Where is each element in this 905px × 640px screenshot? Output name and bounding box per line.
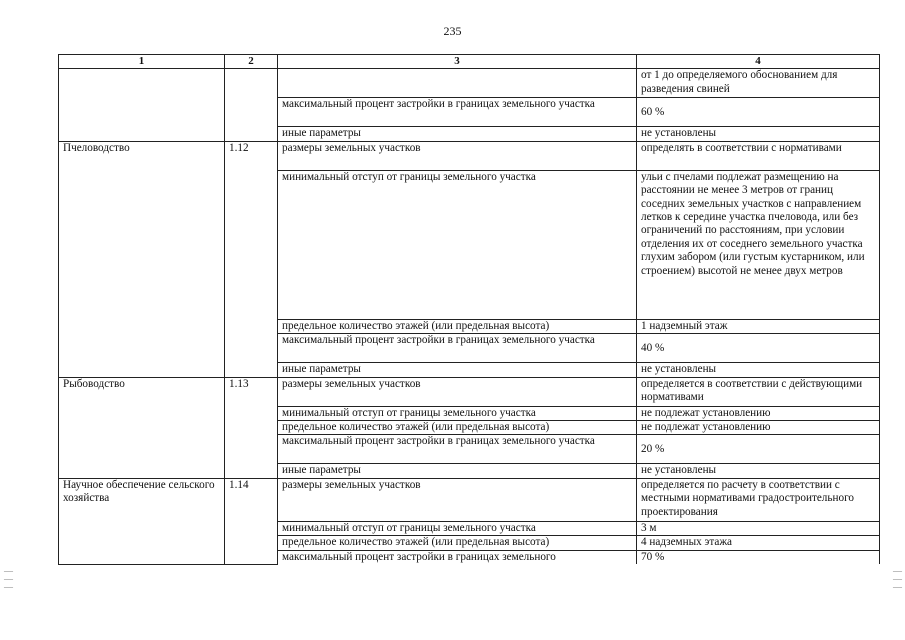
parameter-cell: размеры земельных участков [278, 478, 637, 521]
parameter-cell: предельное количество этажей (или предельная высота) [278, 421, 637, 435]
activity-name-cell: Пчеловодство [59, 141, 225, 377]
parameter-cell: максимальный процент застройки в границах земельного участка [278, 334, 637, 363]
parameter-cell: предельное количество этажей (или предельная высота) [278, 536, 637, 550]
left-margin-mark: — — — [4, 566, 13, 592]
regulations-table [58, 54, 880, 565]
activity-name-cell [59, 69, 225, 141]
right-margin-mark: — — — [893, 566, 902, 592]
value-cell: определять в соответствии с нормативами [637, 141, 880, 170]
value-cell: 60 % [637, 98, 880, 127]
parameter-cell: минимальный отступ от границы земельного участка [278, 170, 637, 319]
parameter-cell [278, 69, 637, 98]
activity-code-cell: 1.13 [225, 377, 278, 478]
column-header-3: 3 [278, 55, 637, 69]
value-cell: 20 % [637, 435, 880, 464]
value-cell: от 1 до определяемого обоснованием для разведения свиней [637, 69, 880, 98]
parameter-cell: минимальный отступ от границы земельного участка [278, 406, 637, 420]
value-cell: определяется по расчету в соответствии с местными нормативами градостроительного проектирования [637, 478, 880, 521]
parameter-cell: размеры земельных участков [278, 377, 637, 406]
value-cell: не установлены [637, 363, 880, 377]
parameter-cell: иные параметры [278, 464, 637, 478]
value-cell: 70 % [637, 550, 880, 564]
parameter-cell: максимальный процент застройки в границах земельного [278, 550, 637, 564]
page-number: 235 [443, 24, 462, 38]
value-cell: ульи с пчелами подлежат размещению на расстоянии не менее 3 метров от границ соседних земельных участков с направлением летков к середине участка пчеловода, или без ограничений по расстояниям, при условии отделения их от соседнего земельного участка глухим забором (или густым кустарником, или строением) высотой не менее двух метров [637, 170, 880, 319]
column-header-4: 4 [637, 55, 880, 69]
value-cell: 1 надземный этаж [637, 319, 880, 333]
parameter-cell: иные параметры [278, 363, 637, 377]
activity-code-cell [225, 69, 278, 141]
value-cell: 3 м [637, 521, 880, 535]
table-header-row [59, 55, 880, 69]
value-cell: 4 надземных этажа [637, 536, 880, 550]
activity-code-cell: 1.14 [225, 478, 278, 564]
activity-name-cell: Научное обеспечение сельского хозяйства [59, 478, 225, 564]
table-row [59, 377, 880, 406]
value-cell: не подлежат установлению [637, 421, 880, 435]
column-header-1: 1 [59, 55, 225, 69]
activity-code-cell: 1.12 [225, 141, 278, 377]
value-cell: не установлены [637, 464, 880, 478]
value-cell: не установлены [637, 127, 880, 141]
parameter-cell: минимальный отступ от границы земельного участка [278, 521, 637, 535]
parameter-cell: иные параметры [278, 127, 637, 141]
parameter-cell: предельное количество этажей (или предельная высота) [278, 319, 637, 333]
value-cell: не подлежат установлению [637, 406, 880, 420]
value-cell: 40 % [637, 334, 880, 363]
parameter-cell: максимальный процент застройки в границах земельного участка [278, 98, 637, 127]
activity-name-cell: Рыбоводство [59, 377, 225, 478]
table-row [59, 478, 880, 521]
parameter-cell: размеры земельных участков [278, 141, 637, 170]
value-cell: определяется в соответствии с действующими нормативами [637, 377, 880, 406]
table-row [59, 69, 880, 98]
column-header-2: 2 [225, 55, 278, 69]
parameter-cell: максимальный процент застройки в границах земельного участка [278, 435, 637, 464]
table-row [59, 141, 880, 170]
